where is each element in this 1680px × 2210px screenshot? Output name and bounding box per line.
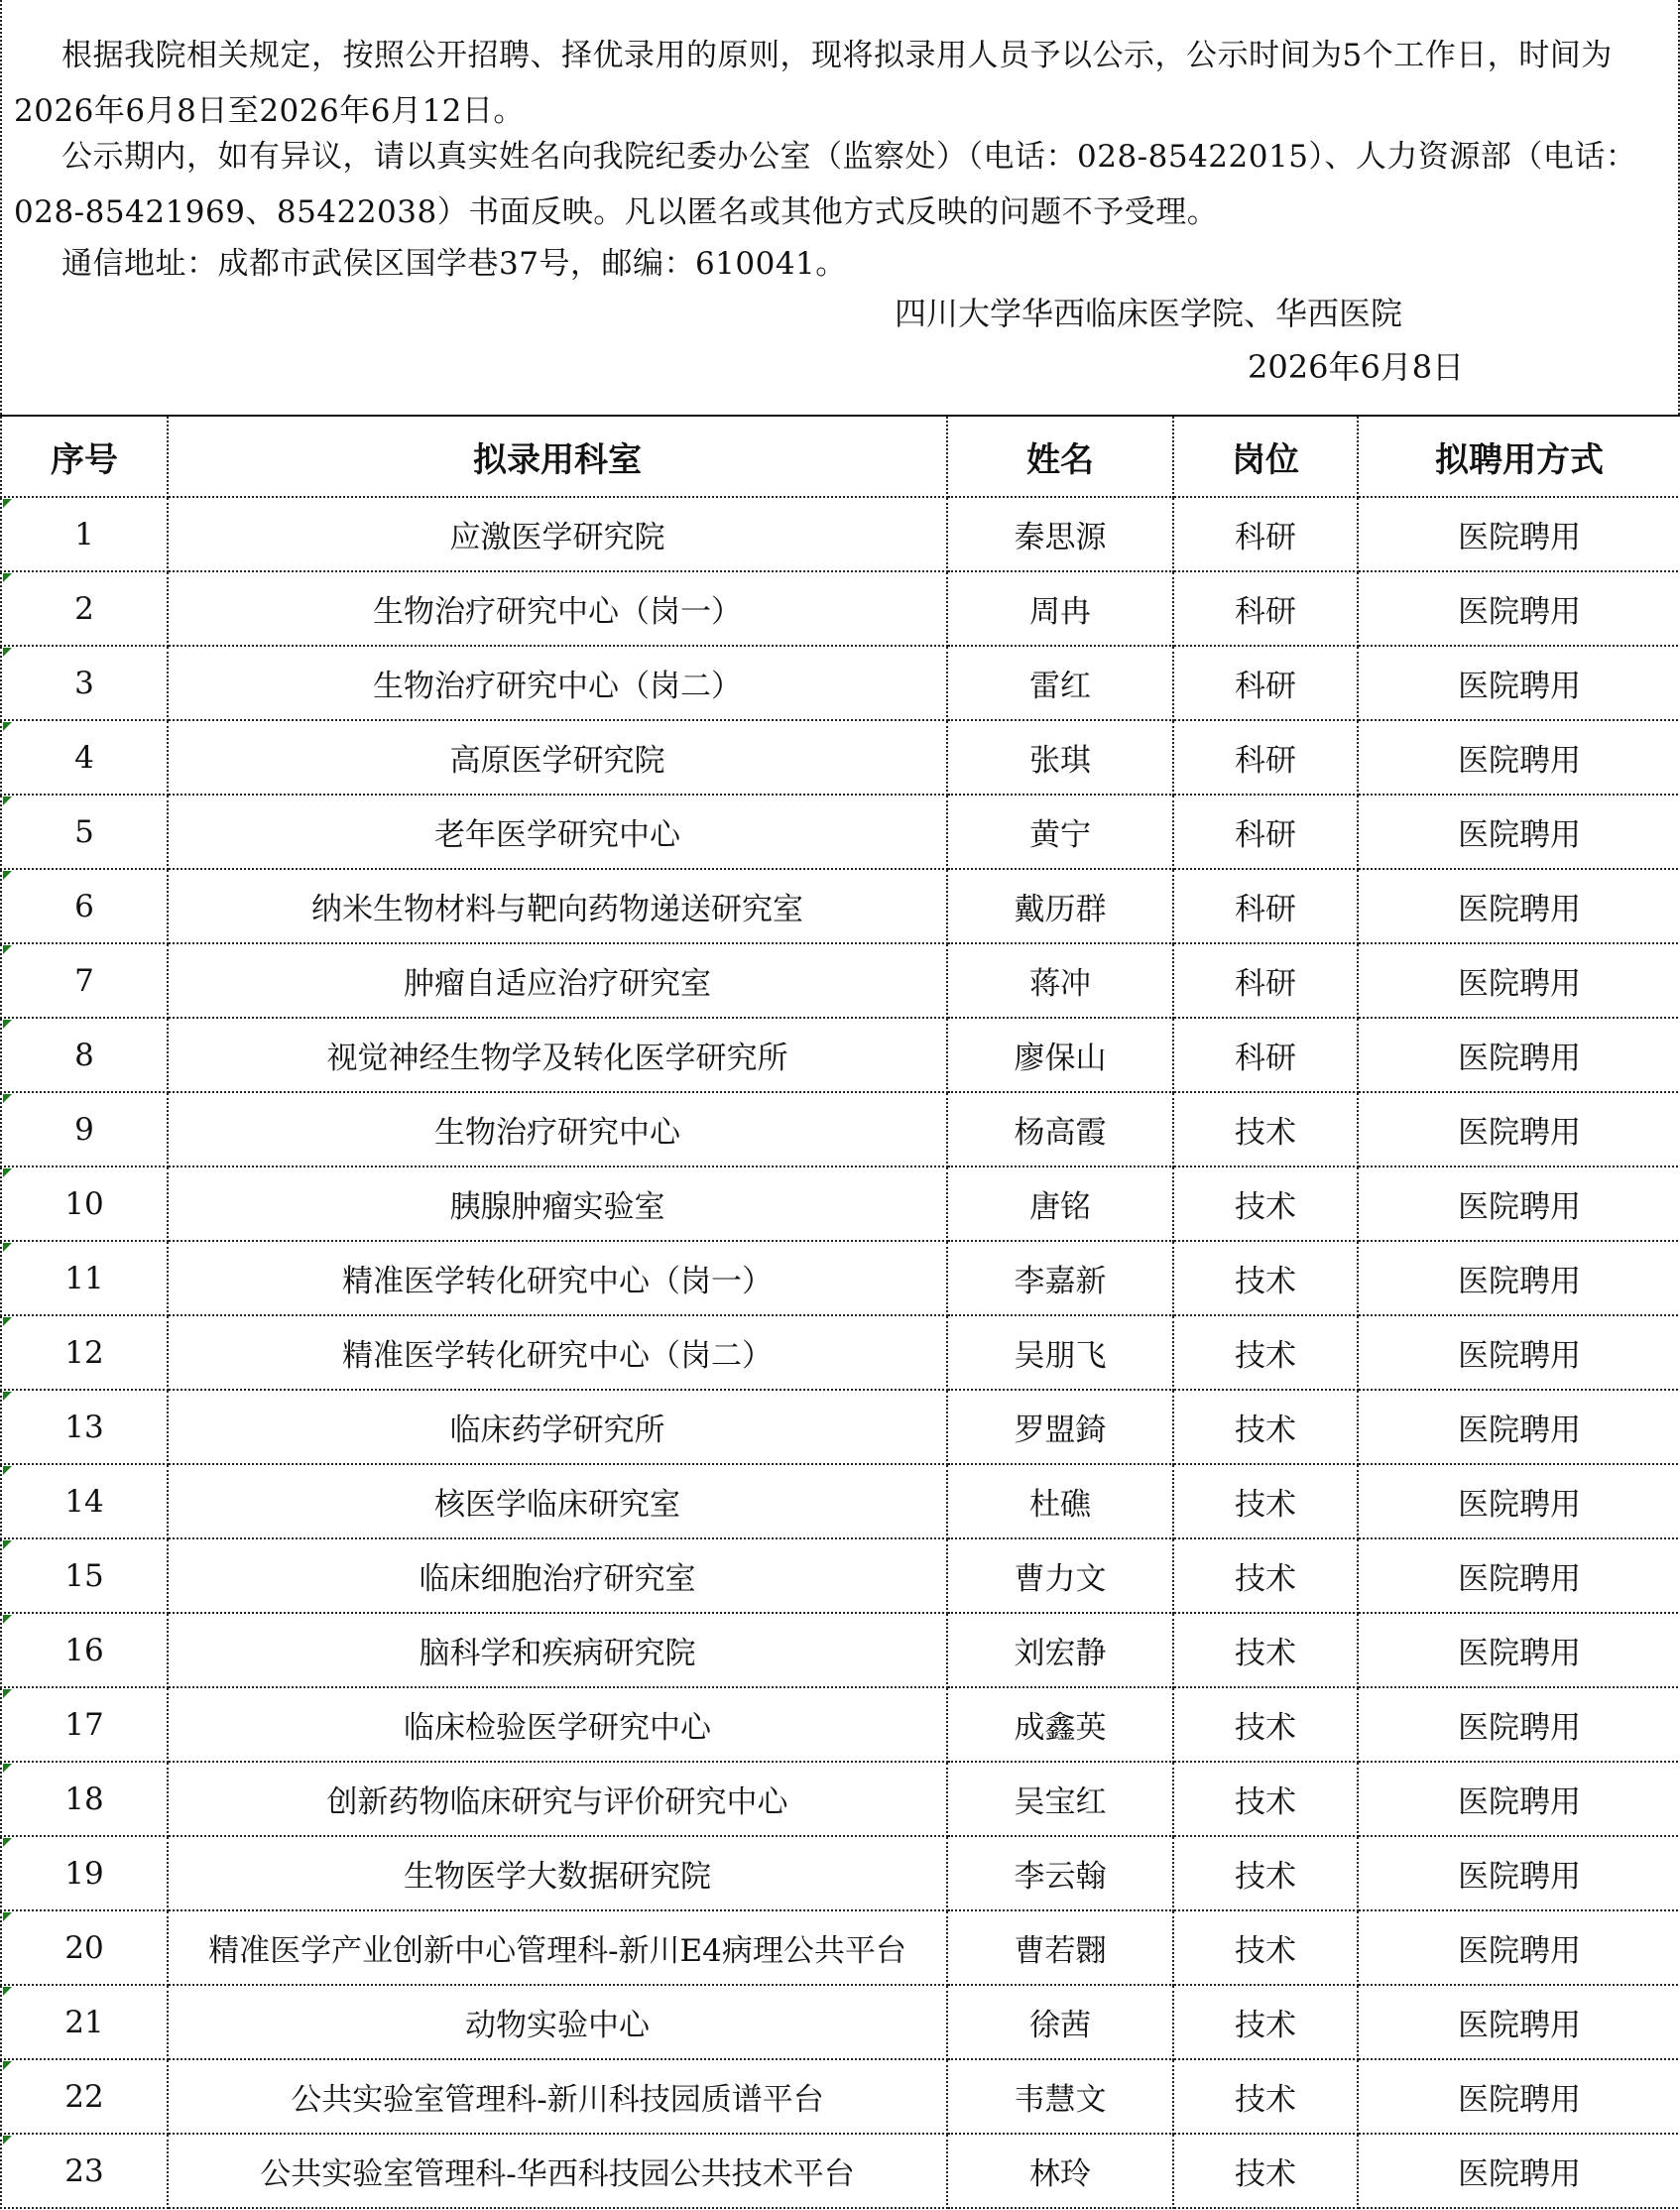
employment-mode-cell: 医院聘用 xyxy=(1358,795,1680,869)
department-cell: 生物治疗研究中心（岗二） xyxy=(168,646,947,720)
serial-number-cell: 7 xyxy=(1,943,168,1018)
employment-mode-cell: 医院聘用 xyxy=(1358,1836,1680,1910)
notice-paragraph-2-text: 公示期内，如有异议，请以真实姓名向我院纪委办公室（监察处）（电话：028-85422015）、人力资源部（电话：028-85421969、85422038）书面反映。凡以匿名或其他方式反映的问题不予受理。 xyxy=(14,139,1637,230)
header-employment-mode: 拟聘用方式 xyxy=(1358,416,1680,497)
name-cell: 吴宝红 xyxy=(947,1762,1173,1836)
department-cell: 脑科学和疾病研究院 xyxy=(168,1613,947,1687)
name-cell: 吴朋飞 xyxy=(947,1315,1173,1390)
header-position: 岗位 xyxy=(1173,416,1358,497)
serial-number-cell: 10 xyxy=(1,1166,168,1241)
name-cell: 廖保山 xyxy=(947,1018,1173,1092)
serial-number-cell: 6 xyxy=(1,869,168,943)
employment-mode-cell: 医院聘用 xyxy=(1358,1390,1680,1464)
department-cell: 生物治疗研究中心 xyxy=(168,1092,947,1166)
notice-paragraph-3-text: 通信地址：成都市武侯区国学巷37号，邮编：610041。 xyxy=(61,246,847,282)
employment-mode-cell: 医院聘用 xyxy=(1358,571,1680,646)
department-cell: 生物医学大数据研究院 xyxy=(168,1836,947,1910)
table-row xyxy=(1,1910,1680,1985)
serial-number-cell: 16 xyxy=(1,1613,168,1687)
employment-mode-cell: 医院聘用 xyxy=(1358,1166,1680,1241)
serial-number-cell: 23 xyxy=(1,2134,168,2208)
position-cell: 技术 xyxy=(1173,2059,1358,2134)
position-cell: 科研 xyxy=(1173,646,1358,720)
notice-section xyxy=(0,0,1680,415)
name-cell: 林玲 xyxy=(947,2134,1173,2208)
department-cell: 肿瘤自适应治疗研究室 xyxy=(168,943,947,1018)
employment-mode-cell: 医院聘用 xyxy=(1358,646,1680,720)
department-cell: 老年医学研究中心 xyxy=(168,795,947,869)
employment-mode-cell: 医院聘用 xyxy=(1358,1613,1680,1687)
serial-number-cell: 22 xyxy=(1,2059,168,2134)
position-cell: 技术 xyxy=(1173,1092,1358,1166)
employment-mode-cell: 医院聘用 xyxy=(1358,943,1680,1018)
position-cell: 科研 xyxy=(1173,943,1358,1018)
name-cell: 戴历群 xyxy=(947,869,1173,943)
serial-number-cell: 18 xyxy=(1,1762,168,1836)
position-cell: 技术 xyxy=(1173,1315,1358,1390)
table-row xyxy=(1,646,1680,720)
header-name: 姓名 xyxy=(947,416,1173,497)
serial-number-cell: 17 xyxy=(1,1687,168,1762)
notice-paragraph-1-text: 根据我院相关规定，按照公开招聘、择优录用的原则，现将拟录用人员予以公示，公示时间为5个工作日，时间为2026年6月8日至2026年6月12日。 xyxy=(14,38,1613,129)
position-cell: 技术 xyxy=(1173,1762,1358,1836)
department-cell: 生物治疗研究中心（岗一） xyxy=(168,571,947,646)
table-row xyxy=(1,1985,1680,2059)
header-department: 拟录用科室 xyxy=(168,416,947,497)
position-cell: 技术 xyxy=(1173,1538,1358,1613)
header-serial-number: 序号 xyxy=(1,416,168,497)
position-cell: 科研 xyxy=(1173,1018,1358,1092)
name-cell: 雷红 xyxy=(947,646,1173,720)
notice-paragraph-1 xyxy=(14,28,1676,139)
employment-mode-cell: 医院聘用 xyxy=(1358,869,1680,943)
table-row xyxy=(1,1166,1680,1241)
serial-number-cell: 11 xyxy=(1,1241,168,1315)
department-cell: 动物实验中心 xyxy=(168,1985,947,2059)
employment-mode-cell: 医院聘用 xyxy=(1358,1241,1680,1315)
serial-number-cell: 21 xyxy=(1,1985,168,2059)
employment-mode-cell: 医院聘用 xyxy=(1358,2059,1680,2134)
position-cell: 技术 xyxy=(1173,1985,1358,2059)
table-row xyxy=(1,1613,1680,1687)
position-cell: 技术 xyxy=(1173,1836,1358,1910)
position-cell: 技术 xyxy=(1173,2134,1358,2208)
position-cell: 科研 xyxy=(1173,720,1358,795)
position-cell: 技术 xyxy=(1173,1687,1358,1762)
position-cell: 技术 xyxy=(1173,1390,1358,1464)
employment-mode-cell: 医院聘用 xyxy=(1358,1538,1680,1613)
serial-number-cell: 2 xyxy=(1,571,168,646)
position-cell: 技术 xyxy=(1173,1910,1358,1985)
department-cell: 精准医学转化研究中心（岗二） xyxy=(168,1315,947,1390)
table-row xyxy=(1,1018,1680,1092)
department-cell: 精准医学产业创新中心管理科-新川E4病理公共平台 xyxy=(168,1910,947,1985)
table-row xyxy=(1,2059,1680,2134)
name-cell: 李嘉新 xyxy=(947,1241,1173,1315)
table-row xyxy=(1,571,1680,646)
department-cell: 临床细胞治疗研究室 xyxy=(168,1538,947,1613)
employment-mode-cell: 医院聘用 xyxy=(1358,1464,1680,1538)
serial-number-cell: 5 xyxy=(1,795,168,869)
serial-number-cell: 12 xyxy=(1,1315,168,1390)
department-cell: 高原医学研究院 xyxy=(168,720,947,795)
name-cell: 杜礁 xyxy=(947,1464,1173,1538)
employment-mode-cell: 医院聘用 xyxy=(1358,2134,1680,2208)
employment-mode-cell: 医院聘用 xyxy=(1358,720,1680,795)
department-cell: 公共实验室管理科-华西科技园公共技术平台 xyxy=(168,2134,947,2208)
table-row xyxy=(1,1092,1680,1166)
table-row xyxy=(1,1762,1680,1836)
table-row xyxy=(1,1836,1680,1910)
serial-number-cell: 13 xyxy=(1,1390,168,1464)
serial-number-cell: 8 xyxy=(1,1018,168,1092)
name-cell: 成鑫英 xyxy=(947,1687,1173,1762)
table-body xyxy=(1,497,1680,2208)
name-cell: 曹若翾 xyxy=(947,1910,1173,1985)
position-cell: 技术 xyxy=(1173,1464,1358,1538)
serial-number-cell: 4 xyxy=(1,720,168,795)
employment-mode-cell: 医院聘用 xyxy=(1358,497,1680,571)
department-cell: 临床药学研究所 xyxy=(168,1390,947,1464)
table-row xyxy=(1,1538,1680,1613)
employment-mode-cell: 医院聘用 xyxy=(1358,1985,1680,2059)
employment-mode-cell: 医院聘用 xyxy=(1358,1762,1680,1836)
candidate-table xyxy=(0,415,1680,2209)
table-row xyxy=(1,1315,1680,1390)
serial-number-cell: 20 xyxy=(1,1910,168,1985)
name-cell: 秦思源 xyxy=(947,497,1173,571)
table-row xyxy=(1,1241,1680,1315)
name-cell: 刘宏静 xyxy=(947,1613,1173,1687)
serial-number-cell: 9 xyxy=(1,1092,168,1166)
serial-number-cell: 3 xyxy=(1,646,168,720)
table-header-row xyxy=(1,416,1680,497)
department-cell: 核医学临床研究室 xyxy=(168,1464,947,1538)
name-cell: 杨高霞 xyxy=(947,1092,1173,1166)
department-cell: 创新药物临床研究与评价研究中心 xyxy=(168,1762,947,1836)
table-row xyxy=(1,720,1680,795)
name-cell: 曹力文 xyxy=(947,1538,1173,1613)
name-cell: 罗盟錡 xyxy=(947,1390,1173,1464)
table-row xyxy=(1,943,1680,1018)
signature-date: 2026年6月8日 xyxy=(1248,348,1465,386)
serial-number-cell: 19 xyxy=(1,1836,168,1910)
department-cell: 精准医学转化研究中心（岗一） xyxy=(168,1241,947,1315)
table-row xyxy=(1,795,1680,869)
table-row xyxy=(1,1464,1680,1538)
name-cell: 张琪 xyxy=(947,720,1173,795)
serial-number-cell: 15 xyxy=(1,1538,168,1613)
table-row xyxy=(1,1390,1680,1464)
name-cell: 蒋冲 xyxy=(947,943,1173,1018)
department-cell: 公共实验室管理科-新川科技园质谱平台 xyxy=(168,2059,947,2134)
serial-number-cell: 14 xyxy=(1,1464,168,1538)
employment-mode-cell: 医院聘用 xyxy=(1358,1092,1680,1166)
position-cell: 科研 xyxy=(1173,571,1358,646)
employment-mode-cell: 医院聘用 xyxy=(1358,1018,1680,1092)
notice-paragraph-3 xyxy=(14,236,1676,292)
table-row xyxy=(1,497,1680,571)
department-cell: 纳米生物材料与靶向药物递送研究室 xyxy=(168,869,947,943)
name-cell: 唐铭 xyxy=(947,1166,1173,1241)
department-cell: 视觉神经生物学及转化医学研究所 xyxy=(168,1018,947,1092)
signature-organization: 四川大学华西临床医学院、华西医院 xyxy=(895,295,1403,332)
name-cell: 黄宁 xyxy=(947,795,1173,869)
department-cell: 临床检验医学研究中心 xyxy=(168,1687,947,1762)
position-cell: 技术 xyxy=(1173,1166,1358,1241)
name-cell: 李云翰 xyxy=(947,1836,1173,1910)
name-cell: 周冉 xyxy=(947,571,1173,646)
position-cell: 技术 xyxy=(1173,1613,1358,1687)
name-cell: 韦慧文 xyxy=(947,2059,1173,2134)
department-cell: 胰腺肿瘤实验室 xyxy=(168,1166,947,1241)
table-row xyxy=(1,1687,1680,1762)
employment-mode-cell: 医院聘用 xyxy=(1358,1315,1680,1390)
table-row xyxy=(1,869,1680,943)
position-cell: 科研 xyxy=(1173,795,1358,869)
position-cell: 技术 xyxy=(1173,1241,1358,1315)
position-cell: 科研 xyxy=(1173,869,1358,943)
department-cell: 应激医学研究院 xyxy=(168,497,947,571)
position-cell: 科研 xyxy=(1173,497,1358,571)
serial-number-cell: 1 xyxy=(1,497,168,571)
notice-paragraph-2 xyxy=(14,129,1676,240)
employment-mode-cell: 医院聘用 xyxy=(1358,1910,1680,1985)
name-cell: 徐茜 xyxy=(947,1985,1173,2059)
table-row xyxy=(1,2134,1680,2208)
employment-mode-cell: 医院聘用 xyxy=(1358,1687,1680,1762)
